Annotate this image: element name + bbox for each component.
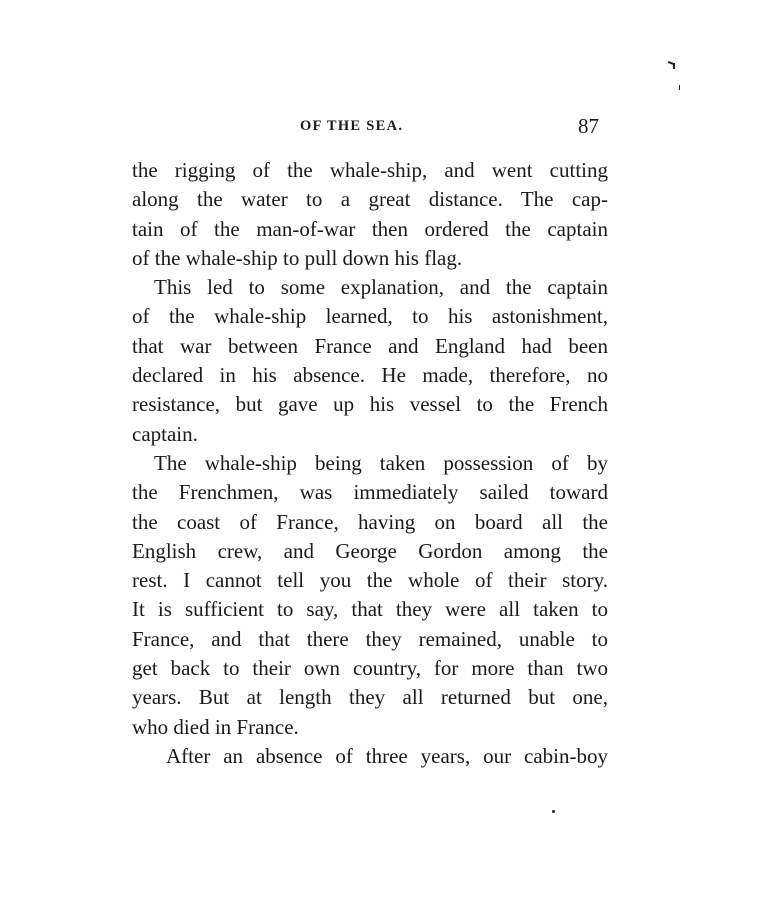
text-line: It is sufficient to say, that they were all taken to [132, 597, 608, 622]
text-line: captain. [132, 421, 198, 446]
text-line: the Frenchmen, was immediately sailed toward [132, 480, 608, 505]
text-line: that war between France and England had been [132, 333, 608, 358]
text-line: English crew, and George Gordon among the [132, 538, 608, 563]
text-line: the coast of France, having on board all the [132, 509, 608, 534]
scan-speck [673, 63, 675, 69]
text-line: years. But at length they all returned but one, [132, 685, 608, 710]
text-line: rest. I cannot tell you the whole of their story. [132, 568, 608, 593]
text-line: resistance, but gave up his vessel to the French [132, 392, 608, 417]
text-line: the rigging of the whale-ship, and went cutting [132, 158, 608, 182]
text-line: of the whale-ship learned, to his astonishment, [132, 304, 608, 329]
text-line: get back to their own country, for more than two [132, 656, 608, 681]
text-line: who died in France. [132, 714, 299, 739]
text-line: along the water to a great distance. The cap- [132, 187, 608, 212]
text-line: France, and that there they remained, unable to [132, 626, 608, 651]
text-line: of the whale-ship to pull down his flag. [132, 245, 463, 270]
page-number: 87 [578, 114, 599, 138]
text-line: After an absence of three years, our cabin-boy [166, 743, 608, 768]
text-line: The whale-ship being taken possession of by [154, 450, 608, 475]
scan-speck [679, 85, 680, 90]
text-line: tain of the man-of-war then ordered the captain [132, 216, 608, 241]
body-text [132, 156, 608, 771]
running-head: OF THE SEA. [300, 118, 404, 134]
text-line: declared in his absence. He made, therefore, no [132, 363, 608, 388]
text-line: This led to some explanation, and the captain [154, 275, 608, 300]
scan-speck [552, 810, 555, 813]
